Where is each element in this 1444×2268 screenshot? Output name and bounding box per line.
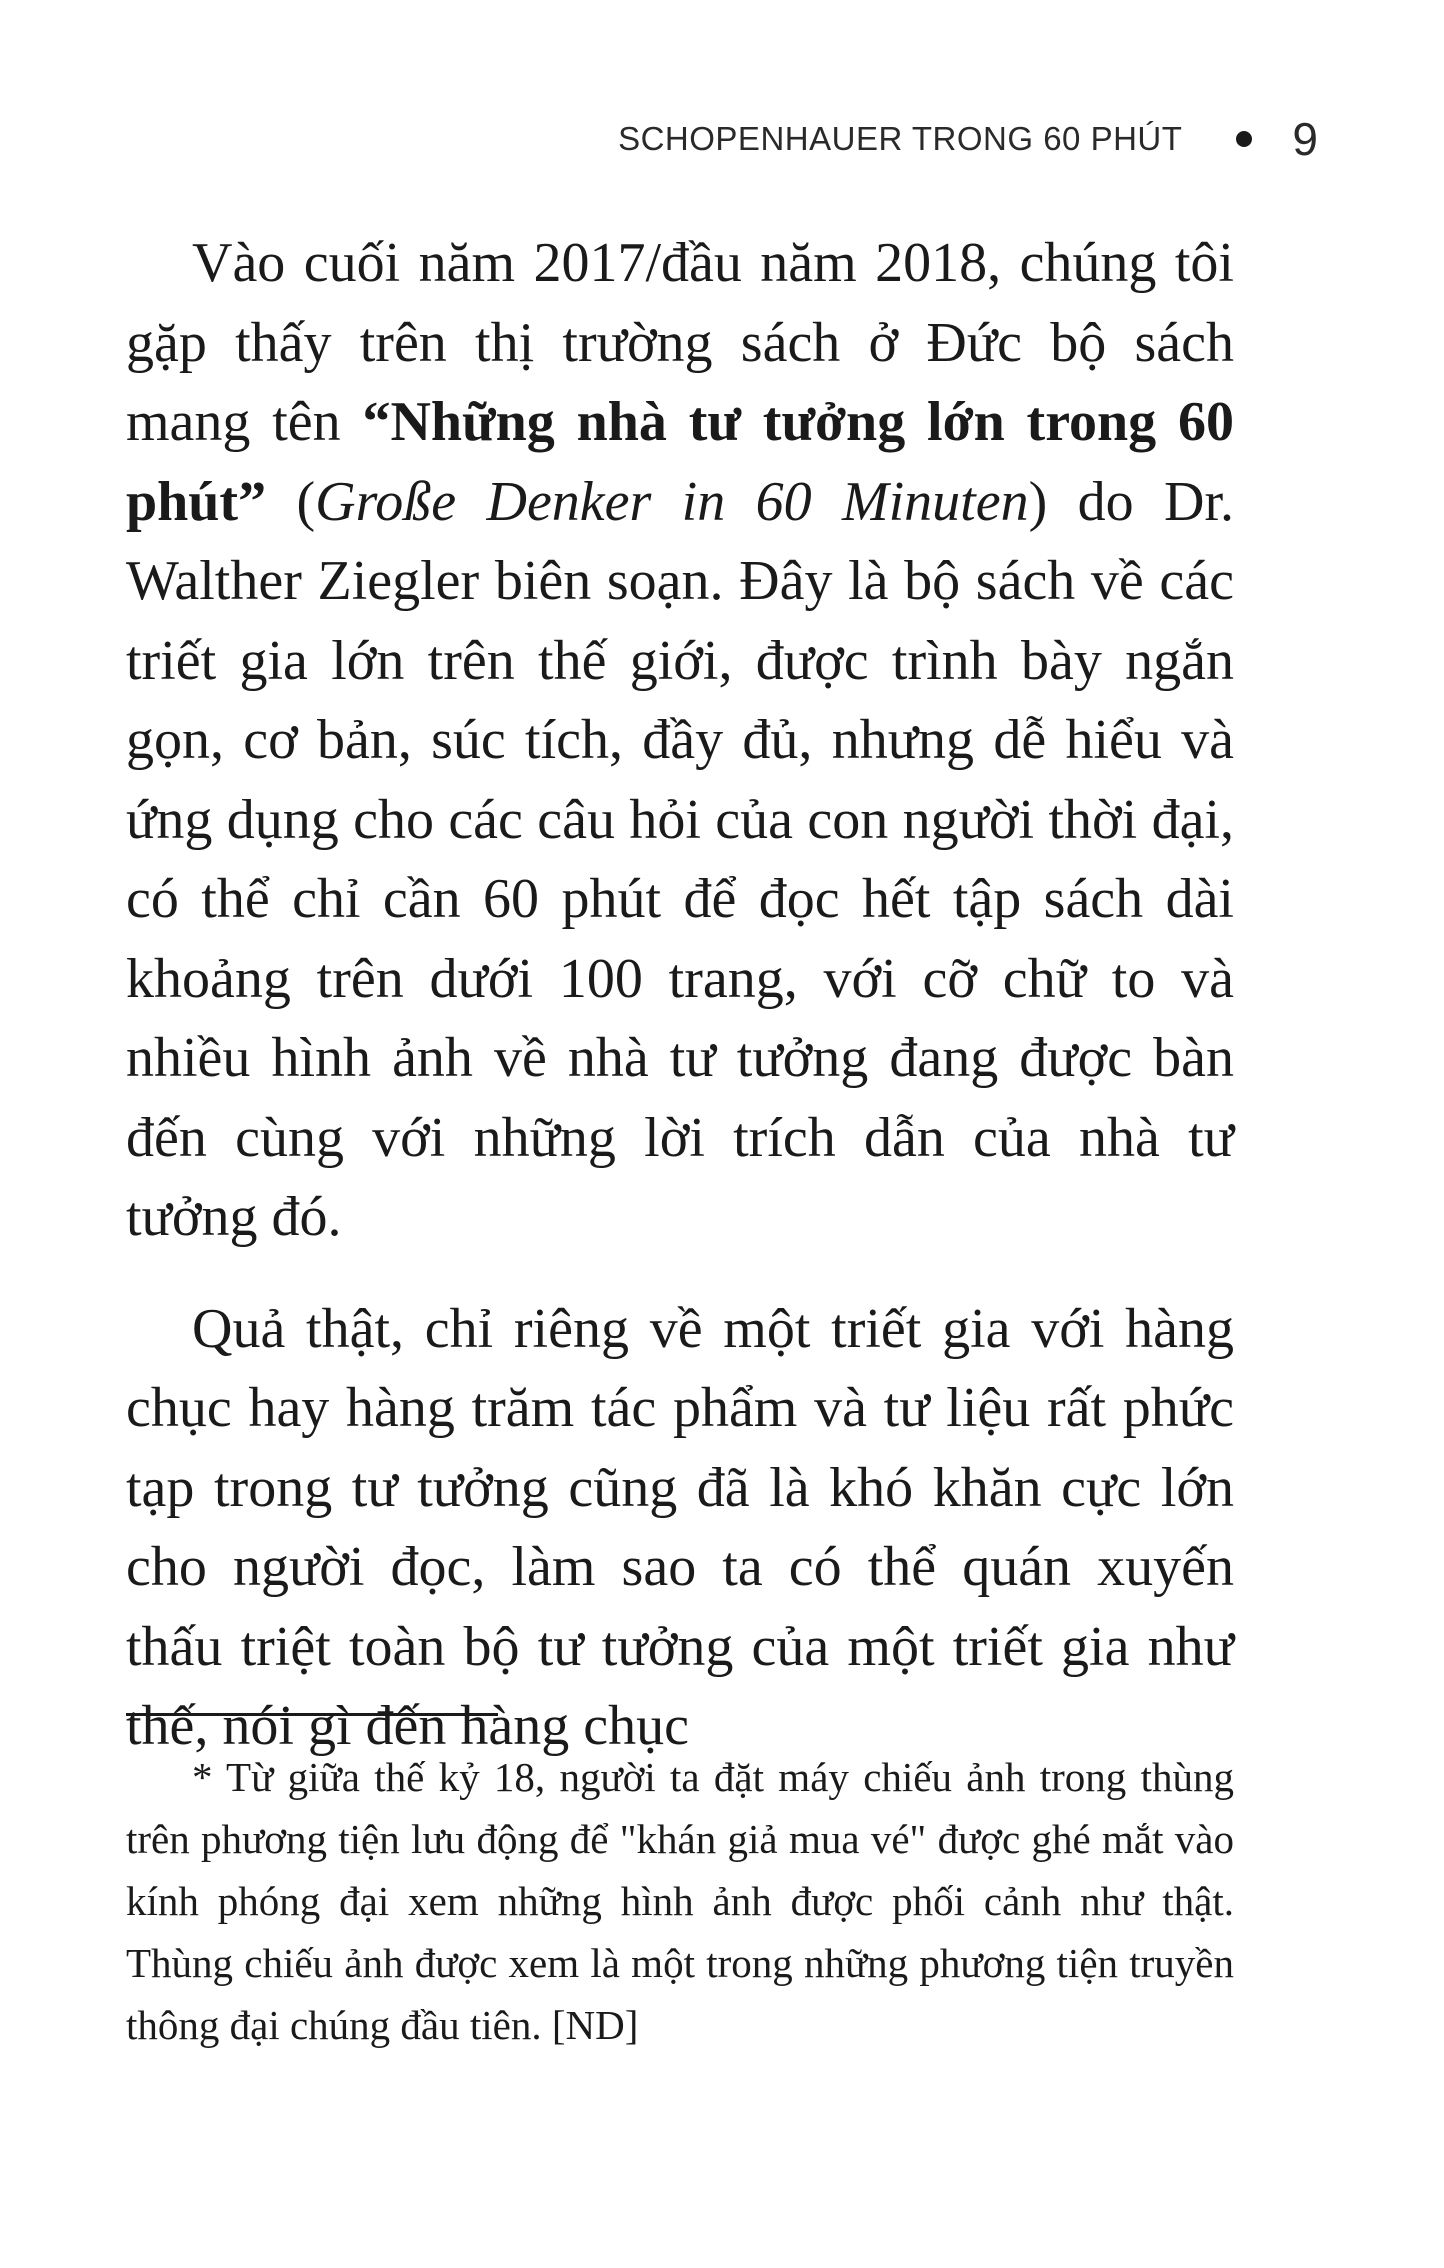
footnote: * Từ giữa thế kỷ 18, người ta đặt máy chiếu ảnh trong thùng trên phương tiện lưu động để "khán giả mua vé" được ghé mắt vào kính phóng đại xem những hình ảnh được phối cảnh như thật. Thùng chiếu ảnh được xem là một trong những phương tiện truyền thông đại chúng đầu tiên. [ND] xyxy=(126,1754,1234,2048)
original-title: Große Denker in 60 Minuten xyxy=(315,470,1029,533)
running-title: SCHOPENHAUER TRONG 60 PHÚT xyxy=(618,120,1183,157)
page-number: 9 xyxy=(1292,113,1318,165)
series-title: “Những nhà tư tưởng lớn trong 60 phút” xyxy=(126,391,1234,533)
footnote-divider xyxy=(126,1713,498,1716)
paragraph-text: Vào cuối năm 2017/đầu năm 2018, chúng tôi gặp thấy trên thị trường sách ở Đức bộ sách mang tên xyxy=(126,232,1234,453)
paragraph-text: ( xyxy=(266,470,316,533)
body-text xyxy=(126,224,1234,1767)
paragraph: Quả thật, chỉ riêng về một triết gia với hàng chục hay hàng trăm tác phẩm và tư liệu rất phức tạp trong tư tưởng cũng đã là khó khăn cực lớn cho người đọc, làm sao ta có thể quán xuyến thấu triệt toàn bộ tư tưởng của một triết gia như thế, nói gì đến hàng chục xyxy=(126,1297,1234,1757)
paragraph xyxy=(126,224,1234,1258)
bullet-icon xyxy=(1236,131,1252,147)
running-header xyxy=(618,112,1318,166)
paragraph-text: ) do Dr. Walther Ziegler biên soạn. Đây là bộ sách về các triết gia lớn trên thế giới, được trình bày ngắn gọn, cơ bản, súc tích, đầy đủ, nhưng dễ hiểu và ứng dụng cho các câu hỏi của con người thời đại, có thể chỉ cần 60 phút để đọc hết tập sách dài khoảng trên dưới 100 trang, với cỡ chữ to và nhiều hình ảnh về nhà tư tưởng đang được bàn đến cùng với những lời trích dẫn của nhà tư tưởng đó. xyxy=(126,470,1234,1248)
